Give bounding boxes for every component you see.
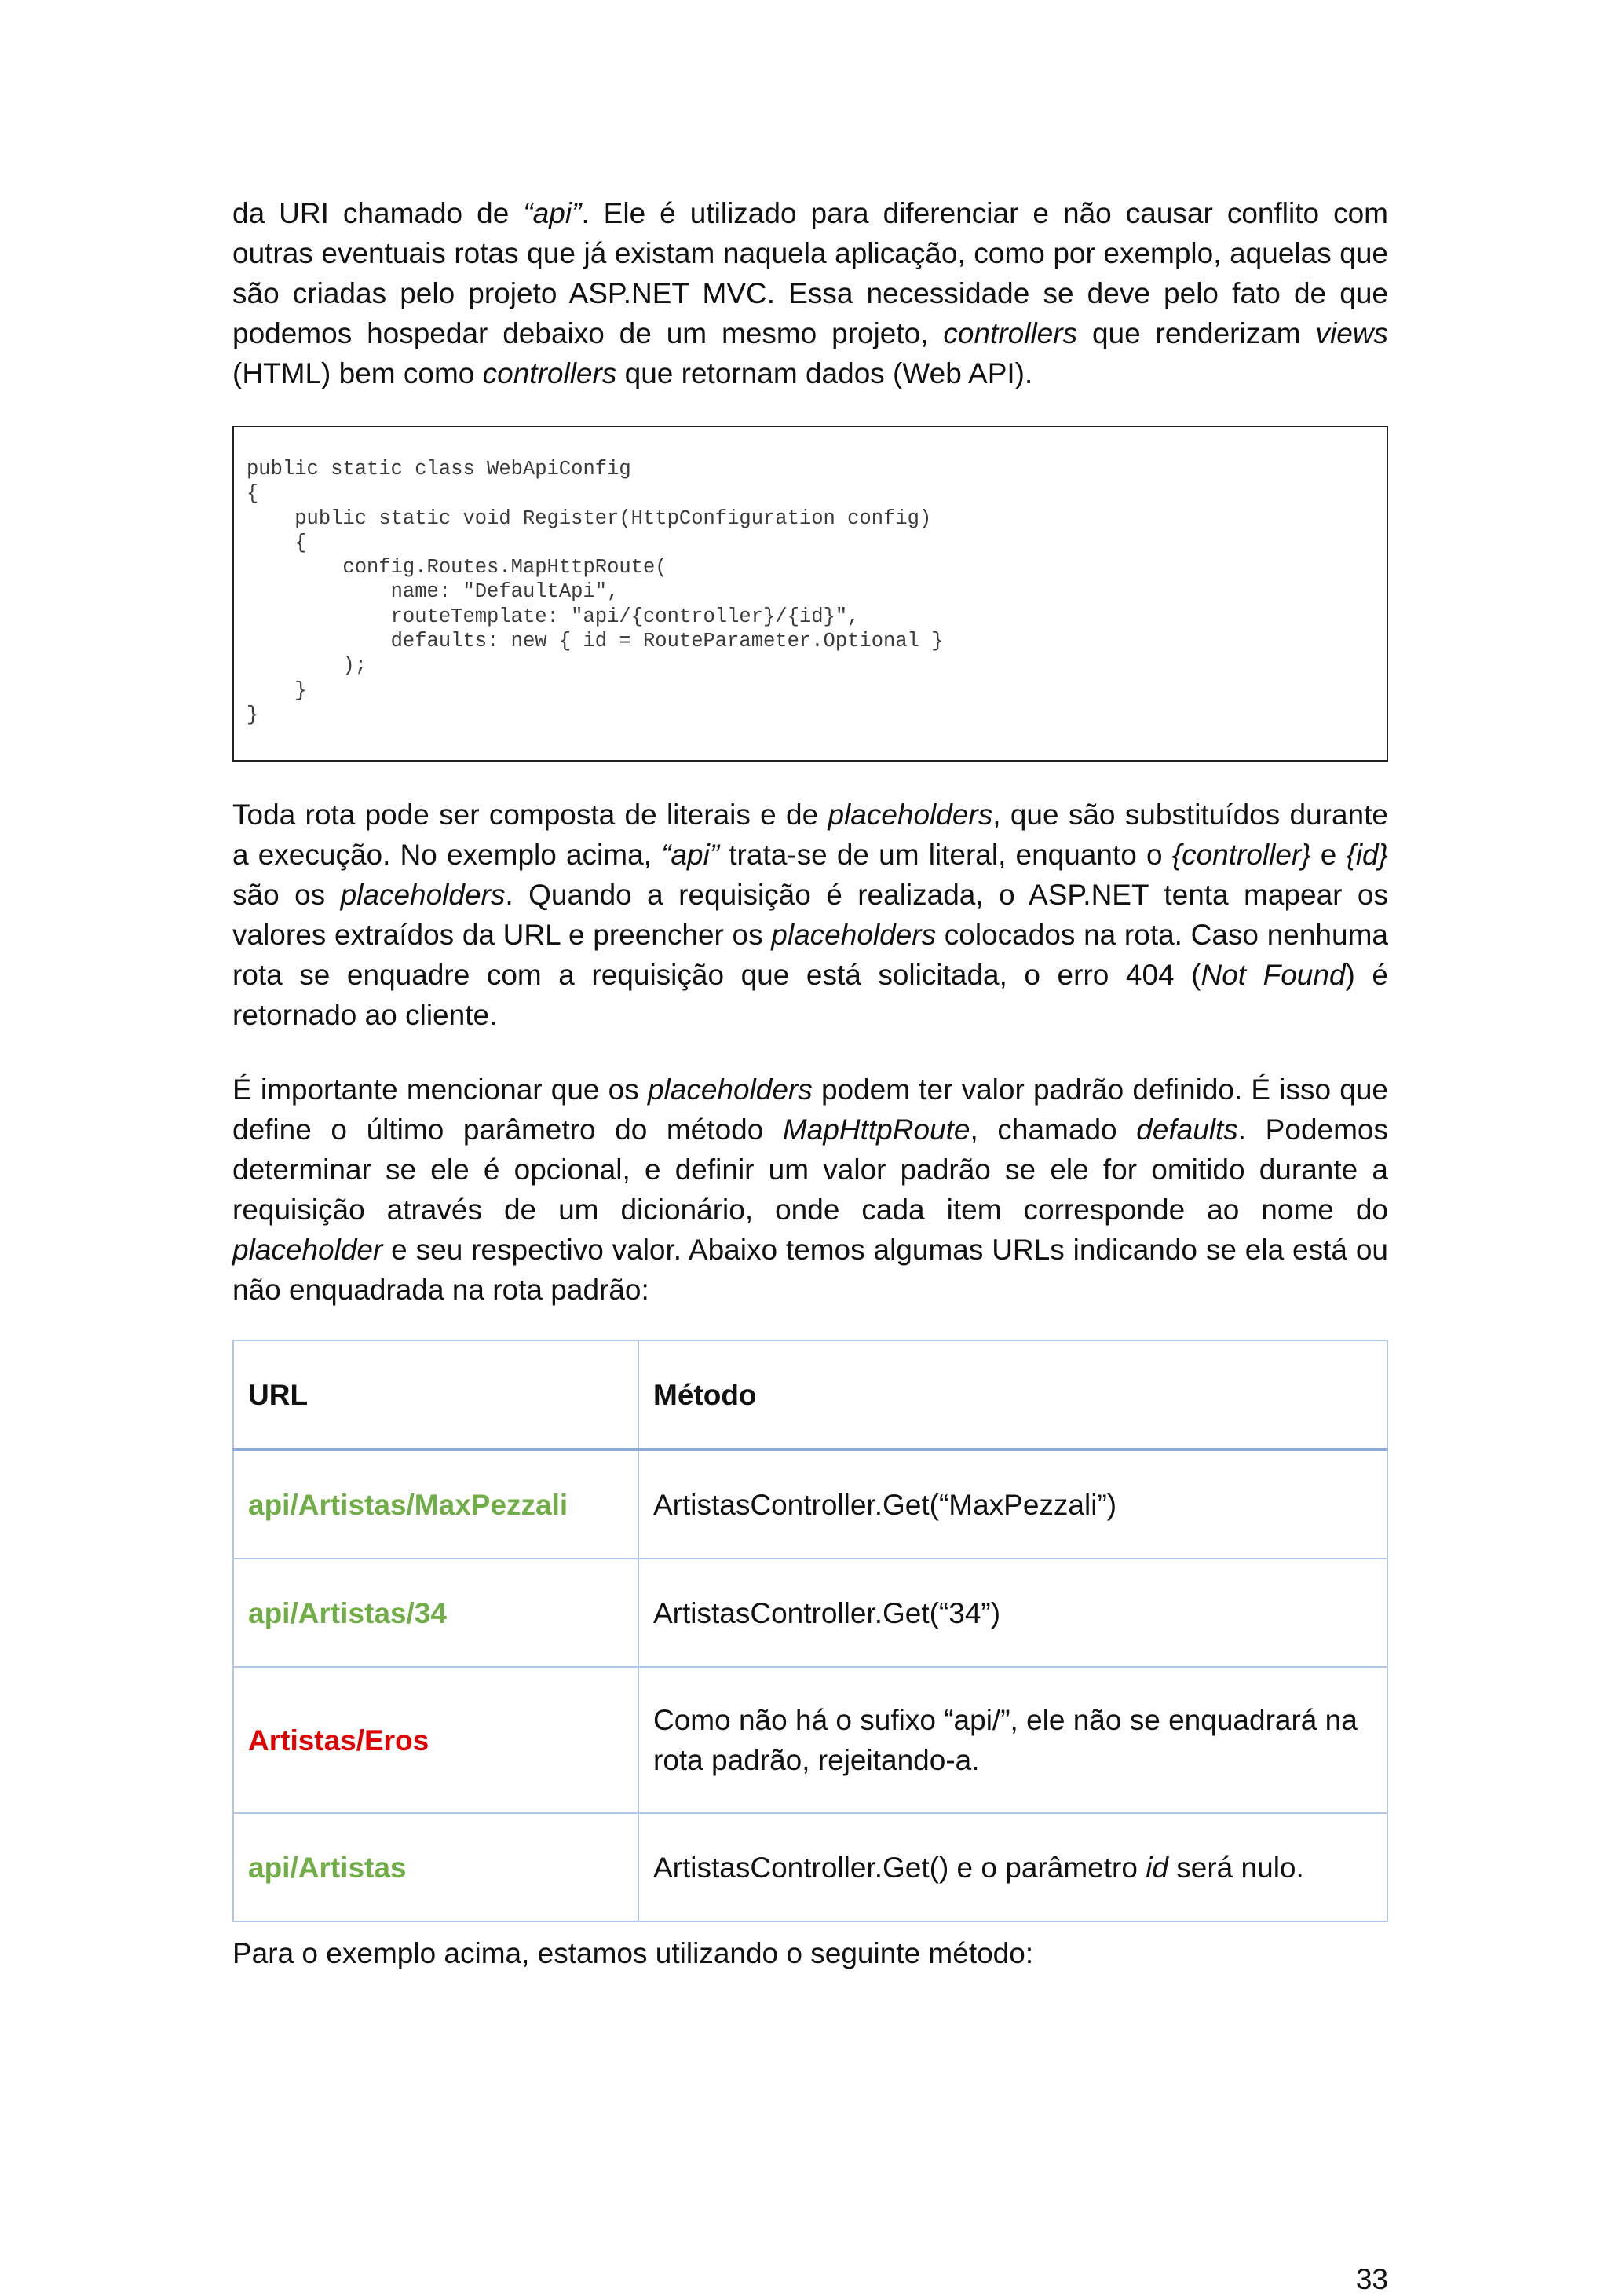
text-span: É importante mencionar que os	[232, 1073, 648, 1106]
paragraph-uri-api	[232, 193, 1388, 393]
column-header-url: URL	[233, 1340, 638, 1450]
emphasis: placeholders	[647, 1073, 813, 1106]
table-row	[233, 1559, 1387, 1667]
code-listing-webapiconfig: public static class WebApiConfig { public static void Register(HttpConfiguration config) { config.Routes.MapHttpRoute( name: "DefaultApi", routeTemplate: "api/{controller}/{id}", defaults: new { id = RouteParameter.Optional } ); } }	[247, 458, 944, 726]
url-cell: api/Artistas/MaxPezzali	[233, 1450, 638, 1559]
emphasis-controllers: controllers	[943, 317, 1078, 349]
column-header-method: Método	[638, 1340, 1387, 1450]
text-span: trata-se de um literal, enquanto o	[719, 839, 1172, 871]
method-cell	[638, 1813, 1387, 1921]
text-span: e seu respectivo valor. Abaixo temos algumas URLs indicando se ela está ou não enquadrada na rota padrão:	[232, 1234, 1388, 1306]
text-span: Toda rota pode ser composta de literais e de	[232, 799, 828, 831]
emphasis-api: “api”	[523, 197, 582, 229]
routes-table	[232, 1340, 1388, 1922]
emphasis-id: id	[1146, 1851, 1168, 1884]
text-span: colocados na rota. Caso nenhuma rota se enquadre com a requisição que está solicitada, o erro 404 (	[232, 919, 1388, 991]
method-cell: ArtistasController.Get(“MaxPezzali”)	[638, 1450, 1387, 1559]
emphasis: {controller}	[1171, 839, 1311, 871]
text-span: da URI chamado de	[232, 197, 524, 229]
emphasis: “api”	[661, 839, 720, 871]
emphasis-views: views	[1315, 317, 1388, 349]
text-span: será nulo.	[1168, 1851, 1304, 1884]
text-span: . Podemos determinar se ele é opcional, e definir um valor padrão se ele for omitido durante a requisição através de um dicionário, onde cada item corresponde ao nome do	[232, 1113, 1388, 1226]
text-span: que retornam dados (Web API).	[616, 357, 1033, 389]
emphasis: placeholders	[771, 919, 937, 951]
url-cell: api/Artistas/34	[233, 1559, 638, 1667]
text-span: ) é retornado ao cliente.	[232, 959, 1388, 1031]
text-span: . Ele é utilizado para diferenciar e não causar conflito com outras eventuais rotas que já existam naquela aplicação, como por exemplo, aquelas que são criadas pelo projeto ASP.NET MVC. Essa necessidade se deve pelo fato de que podemos hospedar debaixo de um mesmo projeto,	[232, 197, 1389, 349]
method-cell: Como não há o sufixo “api/”, ele não se enquadrará na rota padrão, rejeitando-a.	[638, 1667, 1387, 1813]
method-cell: ArtistasController.Get(“34”)	[638, 1559, 1387, 1667]
code-block	[232, 426, 1388, 762]
emphasis-controllers: controllers	[482, 357, 617, 389]
paragraph-placeholder-defaults	[232, 1069, 1388, 1310]
paragraph-following-method: Para o exemplo acima, estamos utilizando o seguinte método:	[232, 1937, 1034, 1969]
text-span: podem ter valor padrão definido. É isso que define o último parâmetro do método	[232, 1073, 1389, 1146]
text-span: , chamado	[970, 1113, 1137, 1146]
text-span: ArtistasController.Get() e o parâmetro	[653, 1851, 1146, 1884]
text-span: são os	[232, 879, 341, 911]
table-row	[233, 1813, 1387, 1921]
text-span: que renderizam	[1077, 317, 1316, 349]
emphasis: MapHttpRoute	[782, 1113, 970, 1146]
table-row	[233, 1450, 1387, 1559]
url-cell: api/Artistas	[233, 1813, 638, 1921]
text-span: , que são substituídos durante a execução. No exemplo acima,	[232, 799, 1388, 871]
page-number: 33	[1355, 2263, 1388, 2295]
url-cell: Artistas/Eros	[233, 1667, 638, 1813]
text-span: e	[1310, 839, 1347, 871]
emphasis: defaults	[1136, 1113, 1238, 1146]
text-span: (HTML) bem como	[232, 357, 483, 389]
table-header-row	[233, 1340, 1387, 1450]
emphasis: placeholder	[232, 1234, 383, 1266]
emphasis: {id}	[1346, 839, 1388, 871]
emphasis: Not Found	[1201, 959, 1346, 991]
emphasis: placeholders	[340, 879, 506, 911]
table-row	[233, 1667, 1387, 1813]
paragraph-route-literals	[232, 795, 1388, 1035]
text-span: . Quando a requisição é realizada, o ASP.NET tenta mapear os valores extraídos da URL e preencher os	[232, 879, 1389, 951]
emphasis: placeholders	[828, 799, 993, 831]
